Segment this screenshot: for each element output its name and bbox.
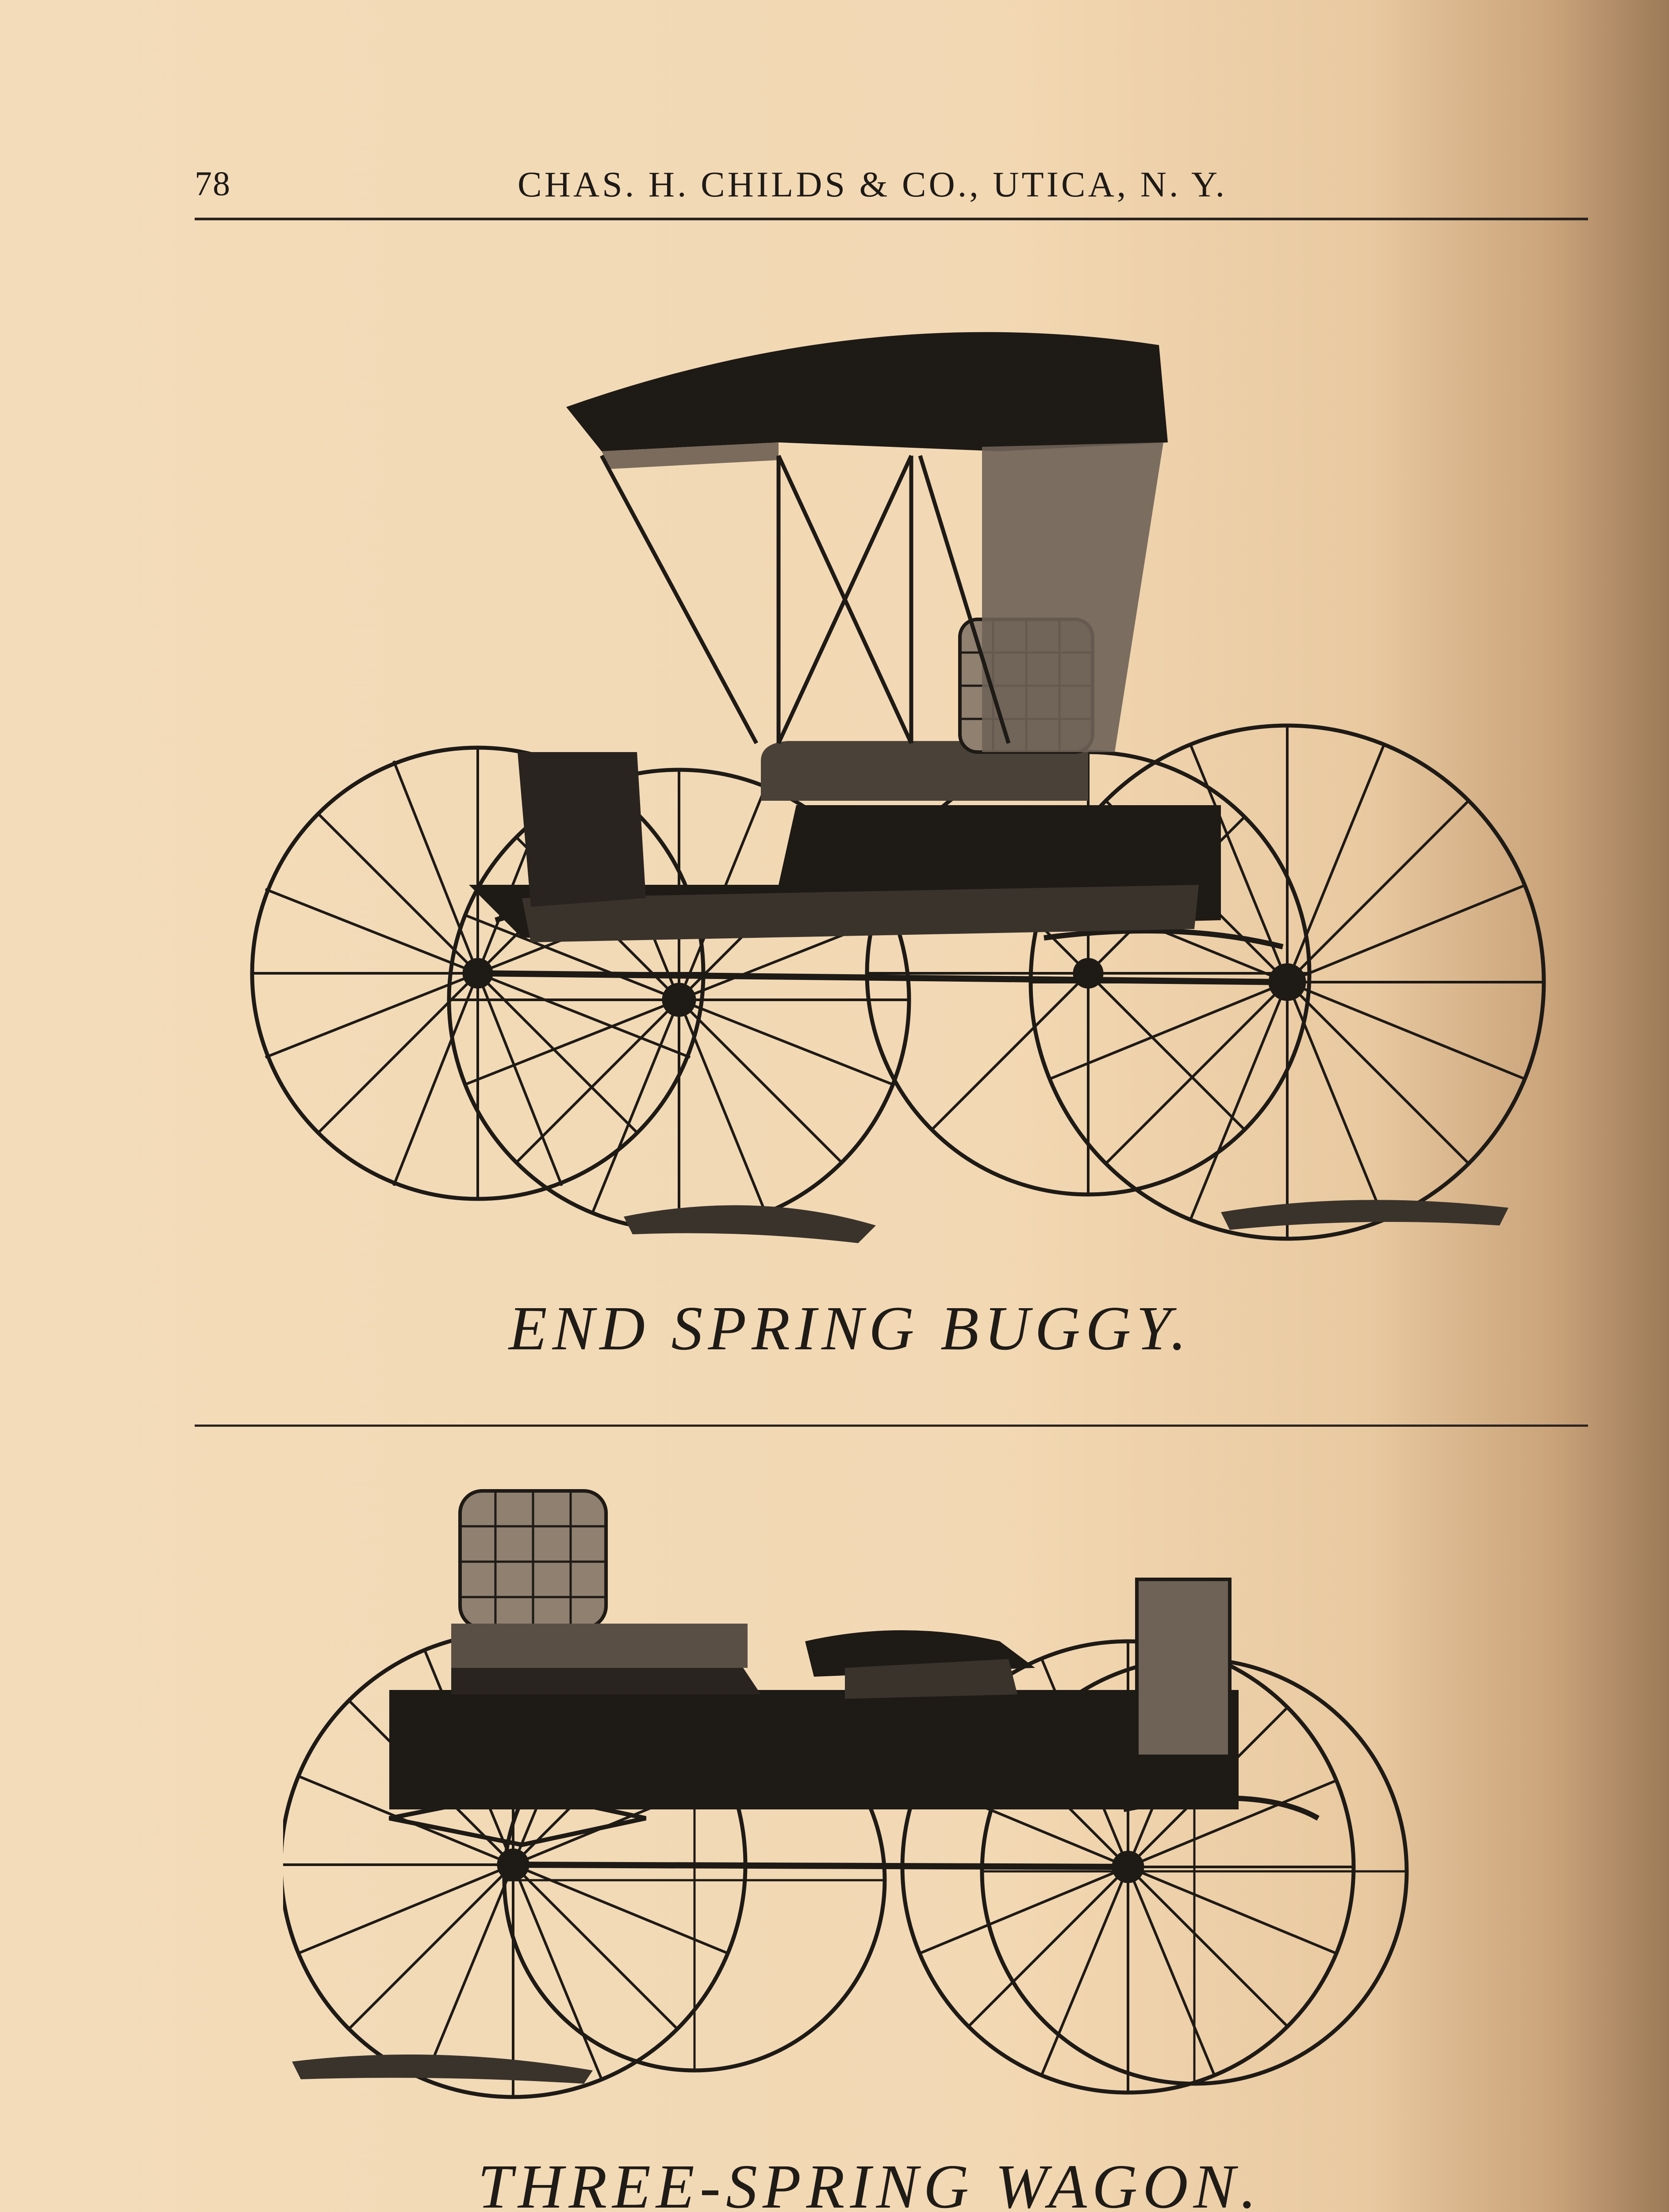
wagon-engraving-icon — [283, 1473, 1522, 2137]
wagon-caption: THREE-SPRING WAGON. — [478, 2151, 1262, 2212]
buggy-caption: END SPRING BUGGY. — [509, 1293, 1192, 1363]
running-header-title: CHAS. H. CHILDS & CO., UTICA, N. Y. — [518, 164, 1228, 204]
buggy-engraving-icon — [248, 310, 1557, 1283]
page-number: 78 — [195, 164, 231, 203]
section-divider — [195, 1425, 1588, 1427]
header-rule — [195, 218, 1588, 220]
